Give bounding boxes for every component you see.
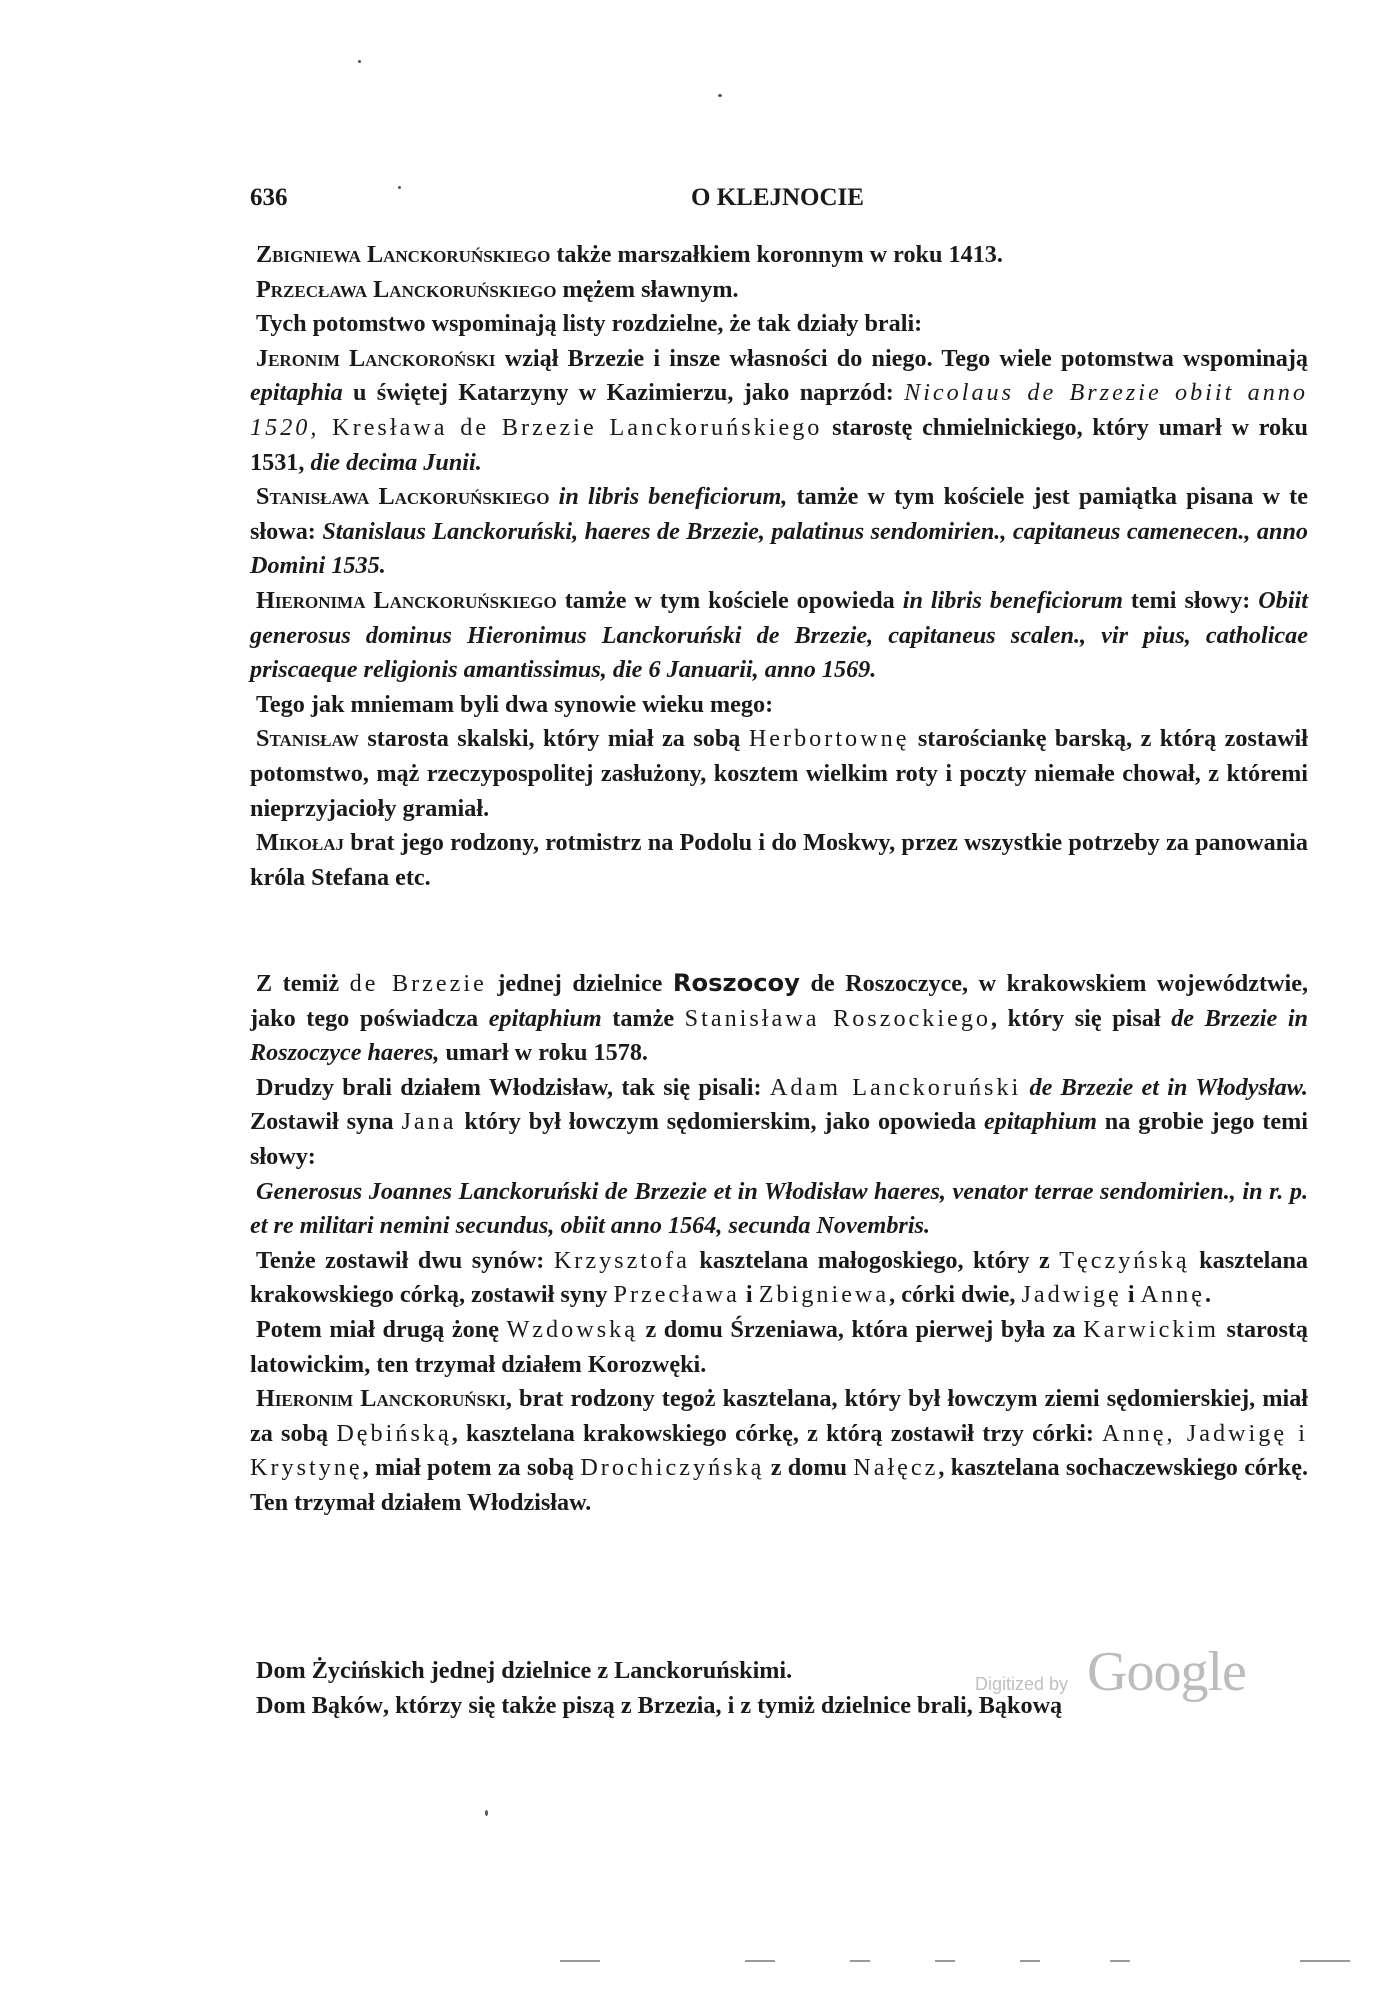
text-run: Tego jak mniemam byli dwa synowie wieku mego: <box>256 690 774 718</box>
text-run: jednej dzielnice z Lanckoruńskimi. <box>424 1657 793 1684</box>
text-run: mężem sławnym. <box>556 275 739 303</box>
paragraph <box>250 273 1308 308</box>
paragraph <box>250 342 1308 480</box>
latin-italic: Generosus Joannes Lanckoruński de Brzezie et in Włodisław haeres, venator terrae sendomirien., in r. p. et re militari nemini secundus, obiit anno 1564, secunda Novembris. <box>250 1177 1308 1240</box>
latin-italic: epitaphia <box>250 379 343 407</box>
name-smallcaps: Hieronim Lanckoruński <box>256 1385 506 1413</box>
scan-edge-mark <box>1110 1960 1130 1962</box>
spaced-name: Zbigniewa <box>758 1281 890 1309</box>
spaced-name: Annę <box>1140 1281 1205 1309</box>
text-run: , kasztelana sochaczewskiego córkę. Ten trzymał działem Włodzisław. <box>250 1454 1308 1516</box>
paragraph <box>250 1071 1308 1175</box>
paragraph <box>250 307 1308 342</box>
text-run: . <box>1204 1281 1212 1309</box>
text-run: Tenże zostawił dwu synów: <box>256 1246 554 1274</box>
latin-italic: Nicolaus de Brzezie obiit anno 1520, <box>250 379 1308 441</box>
text-run: , kasztelana krakowskiego córkę, z którą zostawił trzy córki: <box>451 1419 1103 1447</box>
name-smallcaps: Stanisława Lackoruńskiego <box>256 483 550 511</box>
name-smallcaps: Stanisław <box>256 725 359 753</box>
text-run: Z temiż <box>256 970 350 997</box>
text-run: starosta skalski, który miał za sobą <box>358 725 749 753</box>
text-run: u świętej Katarzyny w Kazimierzu, jako naprzód: <box>342 379 905 407</box>
text-run: i <box>1121 1281 1141 1309</box>
ink-speck <box>485 1810 488 1816</box>
latin-italic: de Brzezie in Roszoczyce haeres, <box>250 1004 1308 1067</box>
text-run: Dom <box>256 1657 312 1684</box>
text-run: Dom <box>256 1691 312 1719</box>
spaced-name: Stanisława Roszockiego <box>684 1004 992 1032</box>
paragraph <box>250 1244 1308 1313</box>
spaced-name: Annę, Jadwigę i Krystynę <box>250 1419 1308 1482</box>
digitized-by-label: Digitized by <box>975 1674 1069 1694</box>
spaced-name: Wzdowską <box>506 1315 638 1343</box>
scan-edge-mark <box>1300 1960 1350 1962</box>
name-smallcaps: Mikołaj <box>256 829 345 857</box>
page-number: 636 <box>250 184 288 211</box>
scan-edge-mark <box>850 1960 870 1962</box>
text-run: także marszałkiem koronnym w roku 1413. <box>550 241 1003 268</box>
text-run: Potem miał drugą żonę <box>256 1315 507 1343</box>
text-run: Tych potomstwo wspominają listy rozdzielne, że tak działy brali: <box>256 310 923 338</box>
text-run: starościankę barską, z którą zostawił potomstwo, mąż rzeczypospolitej zasłużony, kosztem wielkim roty i poczty niemałe chował, z któremi nieprzyjacioły gramiał. <box>250 725 1308 822</box>
text-run: Zostawił syna <box>250 1108 402 1136</box>
spaced-name: Jadwigę <box>1021 1281 1122 1309</box>
spaced-name: Dębińską <box>336 1419 452 1447</box>
text-run: brat jego rodzony, rotmistrz na Podolu i do Moskwy, przez wszystkie potrzeby za panowania króla Stefana etc. <box>250 829 1308 891</box>
running-title: O KLEJNOCIE <box>691 184 864 211</box>
scan-edge-mark <box>745 1960 775 1962</box>
text-run: temi słowy: <box>1122 586 1259 614</box>
text-run: starostę chmielnickiego, który umarł w roku 1531, <box>250 413 1308 476</box>
text-run: tamże w tym kościele jest pamiątka pisana w te słowa: <box>250 483 1308 545</box>
spaced-name: Tęczyńską <box>1059 1246 1190 1274</box>
google-digitized-watermark <box>975 1640 1275 1703</box>
latin-italic: epitaphium <box>983 1108 1097 1136</box>
latin-italic: Obiit generosus dominus Hieronimus Lanckoruński de Brzezie, capitaneus scalen., vir pius, catholicae priscaeque religionis amantissimus, die 6 Januarii, anno 1569. <box>250 586 1308 684</box>
text-run: z domu <box>764 1454 854 1482</box>
paragraph <box>250 1313 1308 1382</box>
paragraph <box>250 1175 1308 1244</box>
text-run: i <box>739 1281 759 1309</box>
spaced-name: Krzysztofa <box>553 1246 690 1274</box>
paragraph <box>250 480 1308 584</box>
text-block-2 <box>250 966 1308 1521</box>
spaced-name: Adam Lanckoruński <box>769 1073 1022 1101</box>
spaced-name: Nałęcz <box>853 1454 939 1482</box>
paragraph <box>250 688 1308 723</box>
latin-italic: epitaphium <box>488 1004 602 1032</box>
text-block-1 <box>250 238 1308 895</box>
scan-edge-mark <box>560 1960 600 1962</box>
scan-edge-mark <box>935 1960 955 1962</box>
spaced-name: Przecława <box>613 1281 740 1309</box>
page-header <box>250 184 1305 224</box>
scan-edge-mark <box>1020 1960 1040 1962</box>
text-run: tamże <box>601 1004 685 1032</box>
name-smallcaps: Hieronima Lanckoruńskiego <box>256 586 557 614</box>
family-name-bold: Życińskich <box>311 1657 425 1684</box>
text-run: umarł w roku 1578. <box>439 1039 648 1067</box>
latin-italic: in libris beneficiorum <box>902 586 1123 614</box>
text-run: , którzy się także piszą z Brzezia, i z tymiż dzielnice brali, Bąkową <box>383 1691 1063 1719</box>
text-run: tamże w tym kościele opowieda <box>556 586 903 614</box>
spaced-name: Karwickim <box>1083 1315 1219 1343</box>
text-run: starostą latowickim, ten trzymał działem Korozwęki. <box>250 1315 1309 1378</box>
name-smallcaps: Przecława Lanckoruńskiego <box>256 275 557 303</box>
ink-speck <box>358 60 361 63</box>
spaced-name: Kresława de Brzezie Lanckoruńskiego <box>319 413 823 441</box>
text-run: Drudzy brali działem Włodzisław, tak się pisali: <box>256 1073 770 1101</box>
spaced-name: de Brzezie <box>349 970 487 997</box>
family-name-bold: Bąków <box>311 1691 384 1719</box>
paragraph <box>250 584 1308 688</box>
text-run: kasztelana małogoskiego, który z <box>689 1246 1060 1274</box>
latin-italic: de Brzezie et in Włodysław. <box>1021 1073 1308 1101</box>
text-run: kasztelana krakowskiego córką, zostawił syny <box>250 1246 1308 1309</box>
paragraph <box>250 826 1308 895</box>
ink-speck <box>718 94 722 97</box>
text-run: , miał potem za sobą <box>362 1454 581 1482</box>
text-run: , brat rodzony tegoż kasztelana, który był łowczym ziemi sędomierskiej, miał za sobą <box>250 1385 1309 1447</box>
paragraph <box>250 722 1308 826</box>
text-run: na grobie jego temi słowy: <box>250 1108 1308 1170</box>
family-name-bold: Roszocoy <box>672 969 800 997</box>
latin-italic: die decima Junii. <box>310 448 482 476</box>
text-run: de Roszoczyce, w krakowskiem województwie, jako tego poświadcza <box>250 970 1309 1032</box>
spaced-name: Herbortownę <box>748 725 910 753</box>
spaced-name: Drochiczyńską <box>580 1454 765 1482</box>
text-run: z domu Śrzeniawa, która pierwej była za <box>637 1315 1084 1343</box>
paragraph <box>250 238 1308 273</box>
name-smallcaps: Jeronim Lanckoroński <box>256 344 496 372</box>
text-run: , który się pisał <box>991 1004 1172 1032</box>
latin-italic: in libris beneficiorum, <box>549 483 788 511</box>
google-logo: Google <box>1087 1641 1246 1703</box>
paragraph <box>250 966 1308 1071</box>
spaced-name: Jana <box>401 1108 457 1136</box>
paragraph <box>250 1382 1308 1520</box>
name-smallcaps: Zbigniewa Lanckoruńskiego <box>256 241 551 268</box>
latin-italic: Stanislaus Lanckoruński, haeres de Brzezie, palatinus sendomirien., capitaneus camenecen., anno Domini 1535. <box>250 517 1308 580</box>
text-run: który był łowczym sędomierskim, jako opowieda <box>456 1108 984 1136</box>
text-run: , córki dwie, <box>889 1281 1022 1309</box>
text-run: wziął Brzezie i insze własności do niego. Tego wiele potomstwa wspominają <box>495 344 1308 372</box>
text-run: jednej dzielnice <box>486 970 673 997</box>
